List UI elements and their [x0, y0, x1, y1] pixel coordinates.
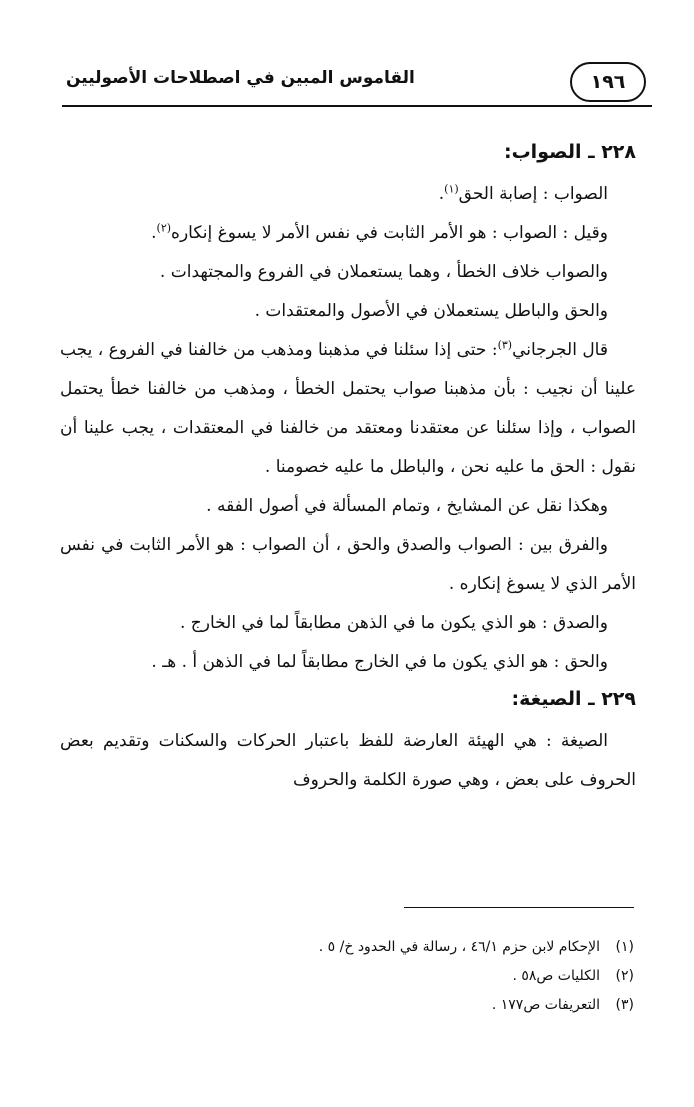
- paragraph: الصيغة : هي الهيئة العارضة للفظ باعتبار الحركات والسكنات وتقديم بعض الحروف على بعض ، وهي صورة الكلمة والحروف: [60, 731, 636, 790]
- paragraph-text: الصواب : إصابة الحق: [458, 184, 608, 204]
- running-title: القاموس المبين في اصطلاحات الأصوليين: [66, 68, 415, 88]
- footnote-text: الكليات ص٥٨ .: [512, 968, 600, 984]
- footnotes: [60, 933, 634, 1020]
- footnote-ref: (٣): [497, 338, 513, 352]
- paragraph-text: قال الجرجاني: [512, 340, 608, 360]
- footnote: [60, 933, 634, 962]
- footnote-text: الإحكام لابن حزم ٤٦/١ ، رسالة في الحدود خ/ ٥ .: [318, 939, 600, 955]
- footnote-divider: [404, 907, 634, 908]
- paragraph: والحق : هو الذي يكون ما في الخارج مطابقاً لما في الذهن أ . هـ .: [151, 652, 608, 672]
- paragraph-text: وقيل : الصواب : هو الأمر الثابت في نفس الأمر لا يسوغ إنكاره: [171, 223, 608, 243]
- footnote: [60, 962, 634, 991]
- paragraph: والحق والباطل يستعملان في الأصول والمعتقدات .: [254, 301, 608, 321]
- page-body: [60, 135, 636, 800]
- punctuation: .: [438, 184, 445, 204]
- paragraph-jurjani: [60, 331, 636, 487]
- header-rule: [62, 105, 652, 107]
- page-number: ١٩٦: [570, 62, 646, 102]
- footnote-number: (٢): [615, 968, 634, 984]
- paragraph: وهكذا نقل عن المشايخ ، وتمام المسألة في أصول الفقه .: [206, 496, 608, 516]
- paragraph: والصدق : هو الذي يكون ما في الذهن مطابقاً لما في الخارج .: [180, 613, 608, 633]
- entry-heading-229: ٢٢٩ ـ الصيغة:: [511, 688, 636, 710]
- footnote-ref: (١): [444, 182, 459, 196]
- footnote-number: (١): [615, 939, 634, 955]
- paragraph: [60, 175, 636, 214]
- footnote-number: (٣): [615, 997, 634, 1013]
- footnote-ref: (٢): [156, 221, 172, 235]
- entry-heading-228: ٢٢٨ ـ الصواب:: [503, 141, 636, 163]
- footnote: [60, 991, 634, 1020]
- paragraph: [60, 214, 636, 253]
- paragraph-text: : حتى إذا سئلنا في مذهبنا ومذهب من خالفنا في الفروع ، يجب علينا أن نجيب : بأن مذهبنا صواب يحتمل الخطأ ، ومذهب من خالفنا خطأ يحتمل الصواب ، وإذا سئلنا عن معتقدنا ومعتقد من خالفنا في المعتقدات ، يجب علينا أن نقول : الحق ما عليه نحن ، والباطل ما عليه خصومنا .: [59, 340, 636, 477]
- punctuation: .: [151, 223, 157, 243]
- paragraph: والفرق بين : الصواب والصدق والحق ، أن الصواب : هو الأمر الثابت في نفس الأمر الذي لا يسوغ إنكاره .: [60, 535, 636, 594]
- paragraph: والصواب خلاف الخطأ ، وهما يستعملان في الفروع والمجتهدات .: [159, 262, 608, 282]
- page-header: [52, 58, 652, 108]
- footnote-text: التعريفات ص١٧٧ .: [491, 997, 600, 1013]
